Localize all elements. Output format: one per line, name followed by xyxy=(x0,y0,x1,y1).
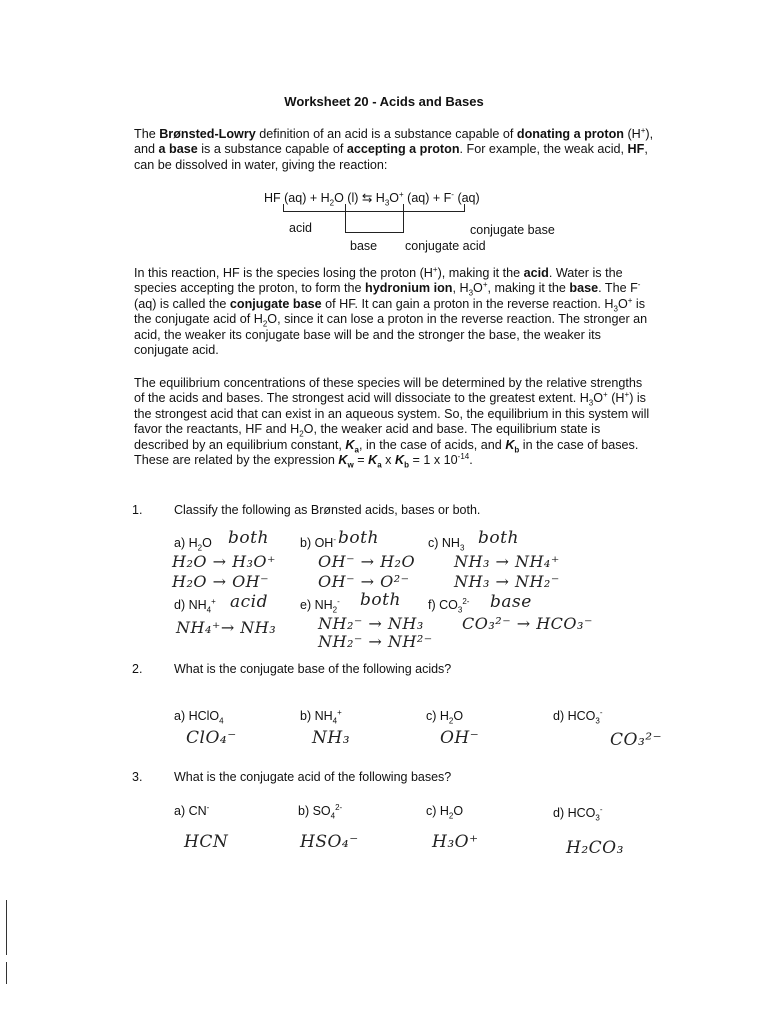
q3-answer-a: HCN xyxy=(184,832,229,852)
q1-work-e-2: NH₂⁻ → NH²⁻ xyxy=(318,632,433,651)
q1-answer-a: both xyxy=(228,528,269,548)
label-acid: acid xyxy=(289,221,312,235)
q1-work-c-1: NH₃ → NH₄⁺ xyxy=(454,552,560,571)
question-3-number: 3. xyxy=(132,770,143,784)
q3-answer-c: H₃O⁺ xyxy=(432,832,479,852)
q1-work-a-1: H₂O → H₃O⁺ xyxy=(172,552,276,571)
q2-answer-c: OH⁻ xyxy=(440,728,480,748)
q1-answer-b: both xyxy=(338,528,379,548)
q1-work-b-2: OH⁻ → O²⁻ xyxy=(318,572,410,591)
reaction-equation: HF $(aq) + H_2O$ (l) ⇆ $H_3O^+$ (aq) + F- (aq) xyxy=(264,189,480,208)
question-1-text: Classify the following as Brønsted acids, bases or both. xyxy=(174,503,481,517)
q2-item-a: a) HClO$_4$ xyxy=(174,709,224,726)
question-3-text: What is the conjugate acid of the following bases? xyxy=(174,770,452,784)
worksheet-title: Worksheet 20 - Acids and Bases xyxy=(284,94,484,109)
base-conjugate-acid-bracket xyxy=(345,204,404,233)
intro-paragraph: The Brønsted-Lowry definition of an acid is a substance capable of donating a proton (H+), and a base is a substance capable of accepting a proton. For example, the weak acid, HF, can be dissolved in water, giving the reaction: xyxy=(134,125,654,172)
label-base: base xyxy=(350,239,378,253)
q1-item-a: a) $H_2O$ xyxy=(174,536,212,553)
scan-margin-line xyxy=(6,900,7,955)
q1-item-d: d) $NH_4^+$ xyxy=(174,596,216,615)
q1-work-b-1: OH⁻ → H₂O xyxy=(318,552,416,571)
label-conjugate-base: conjugate base xyxy=(470,223,555,237)
q2-answer-d: CO₃²⁻ xyxy=(610,730,663,750)
q3-item-c: c) $H_2O$ xyxy=(426,804,464,821)
q3-item-d: d) $HCO_3^-$ xyxy=(553,804,603,823)
question-2-number: 2. xyxy=(132,662,143,676)
q1-work-d-1: NH₄⁺→ NH₃ xyxy=(176,618,277,637)
explanation-paragraph: In this reaction, HF is the species losing the proton (H+), making it the acid. Water is the species accepting the proton, to form the hydronium ion, $H_3O^+$, making it the base. The F- (aq) is called the conjugate base of HF. It can gain a proton in the reverse reaction. $H_3O^+$ is the conjugate acid of $H_2O$, since it can lose a proton in the reverse reaction. The stronger an acid, the weaker its conjugate base will be and the stronger the base, the weaker its conjugate acid. xyxy=(134,264,648,358)
q1-item-e: e) $NH_2^-$ xyxy=(300,596,340,615)
q2-item-d: d) $HCO_3^-$ xyxy=(553,707,603,726)
scan-margin-line-lower xyxy=(6,962,7,984)
q1-work-c-2: NH₃ → NH₂⁻ xyxy=(454,572,560,591)
question-2-text: What is the conjugate base of the following acids? xyxy=(174,662,452,676)
q2-item-c: c) $H_2O$ xyxy=(426,709,464,726)
q1-answer-e: both xyxy=(360,590,401,610)
q2-answer-a: ClO₄⁻ xyxy=(186,728,237,748)
label-conjugate-acid: conjugate acid xyxy=(405,239,486,253)
q3-item-a: a) CN- xyxy=(174,802,210,818)
q3-answer-d: H₂CO₃ xyxy=(566,838,624,858)
q1-answer-c: both xyxy=(478,528,519,548)
q1-work-f-1: CO₃²⁻ → HCO₃⁻ xyxy=(462,614,593,633)
q1-item-c: c) $NH_3$ xyxy=(428,536,465,553)
q1-answer-f: base xyxy=(490,592,532,612)
q1-item-f: f) $CO_3^{2-}$ xyxy=(428,596,470,615)
q3-item-b: b) $SO_4^{2-}$ xyxy=(298,802,343,821)
q2-answer-b: NH₃ xyxy=(312,728,351,748)
q1-answer-d: acid xyxy=(230,592,268,612)
q1-item-b: b) OH- xyxy=(300,534,337,550)
question-1-number: 1. xyxy=(132,503,143,517)
q3-answer-b: HSO₄⁻ xyxy=(300,832,359,852)
q1-work-e-1: NH₂⁻ → NH₃ xyxy=(318,614,424,633)
q1-work-a-2: H₂O → OH⁻ xyxy=(172,572,270,591)
equilibrium-paragraph: The equilibrium concentrations of these species will be determined by the relative strengths of the acids and bases. The strongest acid will dissociate to the greatest extent. $H_3O^+$ (H+) is the strongest acid that can exist in an aqueous system. So, the equilibrium in this system will favor the reactants, HF and $H_2O$, the weaker acid and base. The equilibrium state is described by an equilibrium constant, $K_a$, in the case of acids, and $K_b$ in the case of bases. These are related by the expression $K_w = K_a$ x $K_b = 1$ x $10^{-14}$. xyxy=(134,376,650,470)
q2-item-b: b) $NH_4^+$ xyxy=(300,707,342,726)
